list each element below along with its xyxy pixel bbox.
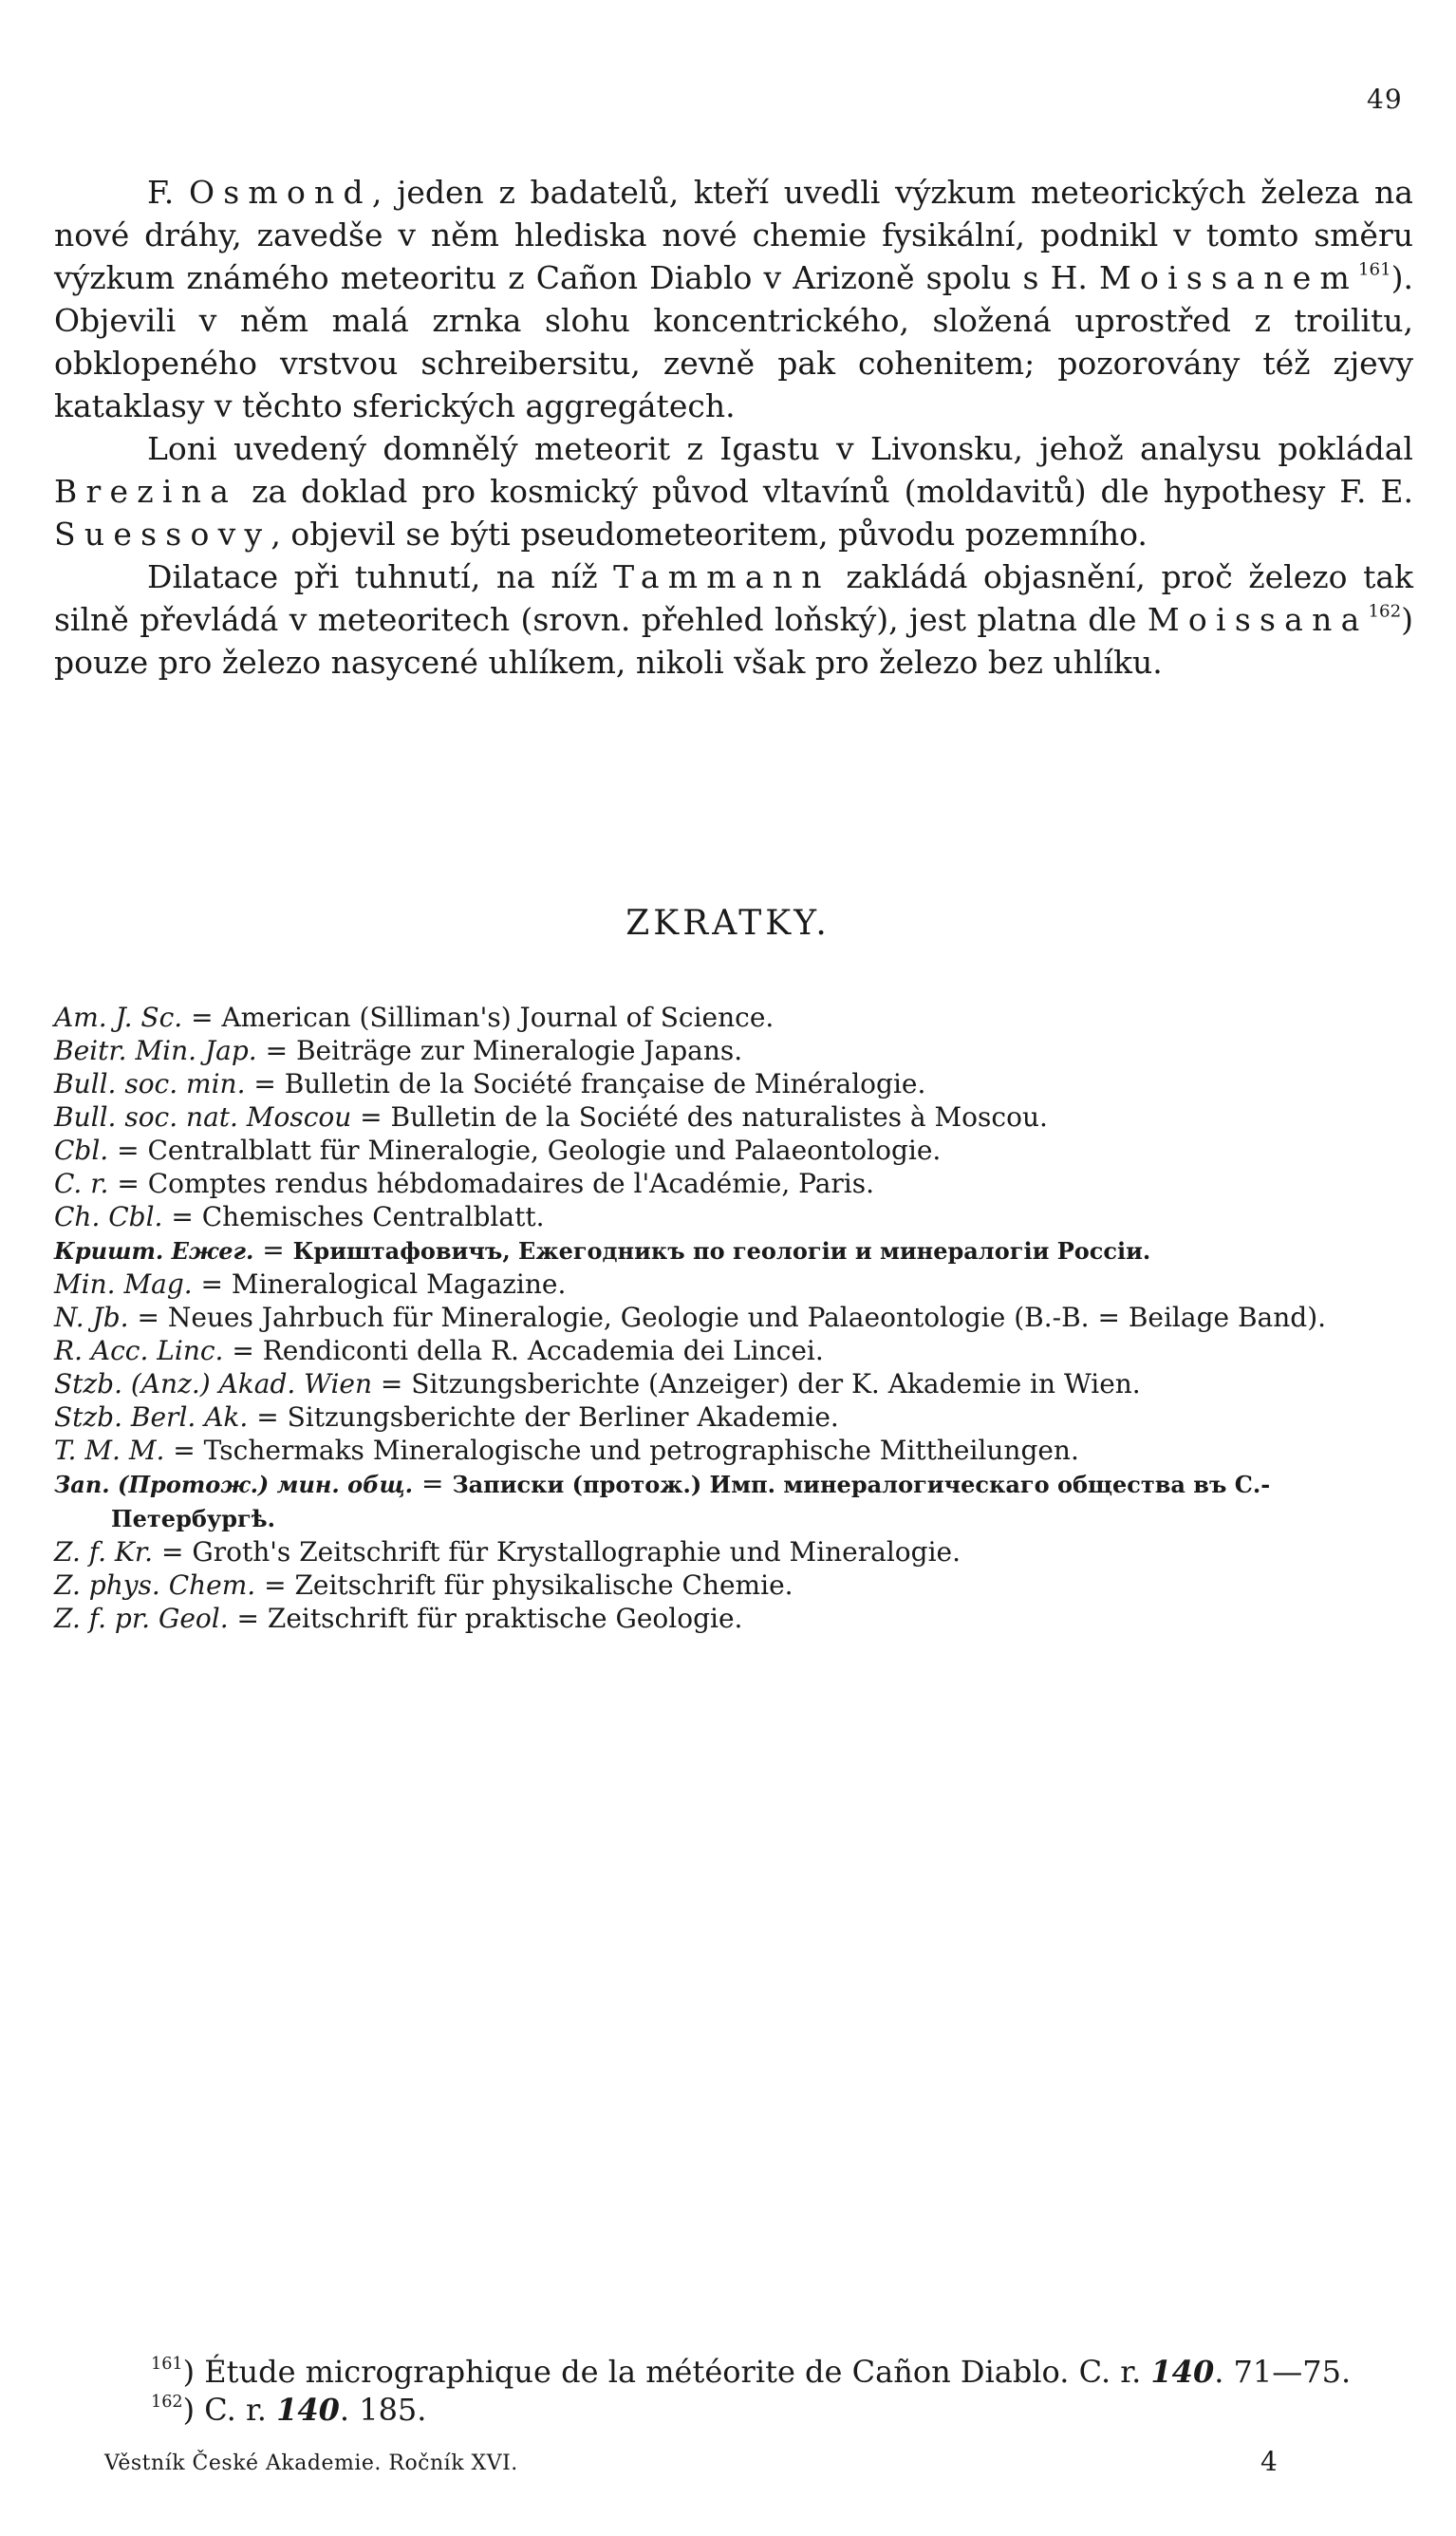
separator: =: [256, 1035, 296, 1066]
abbreviation: Bull. soc. min.: [54, 1068, 246, 1099]
footnote-number: 162: [151, 2392, 183, 2412]
abbreviation: Am. J. Sc.: [54, 1002, 183, 1033]
text-run: ). Objevili v něm malá zrnka slohu koncentrického, složená uprostřed z troilitu, obklopeného vrstvou schreibersitu, zevně pak cohenitem; pozorovány též zjevy kataklasy v těchto sferických aggregátech.: [54, 259, 1413, 424]
separator: =: [153, 1536, 193, 1568]
text-run: za doklad pro kosmický původ vltavínů (moldavitů) dle hypothesy F. E.: [237, 473, 1413, 510]
meaning: Chemisches Centralblatt.: [201, 1201, 545, 1232]
footnote-number: 161: [151, 2354, 183, 2374]
meaning: American (Silliman's) Journal of Science.: [221, 1002, 775, 1033]
meaning: Tschermaks Mineralogische und petrographische Mittheilungen.: [203, 1435, 1079, 1466]
meaning: Comptes rendus hébdomadaires de l'Académie, Paris.: [147, 1168, 875, 1199]
abbreviation-entry: [54, 1535, 1413, 1569]
footnote-ref: 162: [1368, 601, 1402, 622]
footnote: [151, 2391, 1413, 2429]
abbreviation-entry: [54, 1100, 1413, 1134]
abbreviation: Z. f. pr. Geol.: [54, 1603, 229, 1634]
abbreviation-entry: [54, 1134, 1413, 1167]
separator: =: [372, 1368, 412, 1399]
abbreviation-list: [54, 1001, 1413, 1635]
abbreviation-entry: [54, 1001, 1413, 1034]
separator: =: [255, 1569, 295, 1601]
text-run: Loni uvedený domnělý meteorit z Igastu v Livonsku, jehož analysu pokládal: [147, 430, 1413, 467]
meaning: Rendiconti della R. Accademia dei Lincei.: [262, 1335, 824, 1366]
footnotes: [151, 2353, 1413, 2429]
abbreviation-entry: [54, 1067, 1413, 1100]
body-text: [54, 171, 1413, 684]
abbreviation-entry: [54, 1200, 1413, 1233]
abbreviation-entry: [54, 1434, 1413, 1467]
section-heading: ZKRATKY.: [625, 904, 831, 943]
abbreviation: N. Jb.: [54, 1302, 129, 1333]
volume-number: 140: [1150, 2354, 1215, 2390]
separator: =: [108, 1135, 148, 1166]
footnote-text: . 185.: [339, 2392, 427, 2428]
paragraph: [54, 171, 1413, 427]
meaning: Mineralogical Magazine.: [231, 1268, 567, 1300]
abbreviation-entry: [54, 1233, 1413, 1268]
separator: =: [182, 1002, 222, 1033]
meaning: Sitzungsberichte der Berliner Akademie.: [287, 1401, 839, 1433]
abbreviation: Bull. soc. nat. Moscou: [54, 1101, 352, 1133]
author-name: Suessovy: [54, 516, 271, 553]
author-name: Osmond: [188, 174, 372, 211]
meaning: Sitzungsberichte (Anzeiger) der K. Akademie in Wien.: [411, 1368, 1141, 1399]
abbreviation-entry: [54, 1167, 1413, 1200]
separator: =: [108, 1168, 148, 1199]
abbreviation-entry: [54, 1268, 1413, 1301]
meaning: Записки (протож.) Имп. минералогическаго общества въ С.-Петербургѣ.: [111, 1471, 1271, 1532]
meaning: Zeitschrift für physikalische Chemie.: [294, 1569, 793, 1601]
paragraph: [54, 427, 1413, 555]
separator: =: [413, 1468, 453, 1499]
abbreviation: C. r.: [54, 1168, 109, 1199]
separator: =: [223, 1335, 263, 1366]
paragraph: [54, 555, 1413, 684]
abbreviation: Z. f. Kr.: [54, 1536, 154, 1568]
separator: =: [351, 1101, 391, 1133]
meaning: Neues Jahrbuch für Mineralogie, Geologie und Palaeontologie (B.-B. = Beilage Band).: [167, 1302, 1327, 1333]
separator: =: [192, 1268, 232, 1300]
text-run: , objevil se býti pseudometeoritem, původu pozemního.: [271, 516, 1148, 553]
abbreviation-entry: [54, 1301, 1413, 1334]
abbreviation: Кришт. Ежег.: [54, 1237, 254, 1265]
volume-number: 140: [276, 2392, 340, 2428]
author-name: Brezina: [54, 473, 238, 510]
meaning: Bulletin de la Société des naturalistes à Moscou.: [390, 1101, 1048, 1133]
abbreviation-entry: [54, 1602, 1413, 1635]
abbreviation: Beitr. Min. Jap.: [54, 1035, 257, 1066]
footnote-text: . 71—75.: [1214, 2354, 1352, 2390]
meaning: Bulletin de la Société française de Minéralogie.: [284, 1068, 926, 1099]
meaning: Groth's Zeitschrift für Krystallographie und Mineralogie.: [192, 1536, 961, 1568]
footnote-text: ) C. r.: [182, 2392, 277, 2428]
text-run: , jeden z badatelů, kteří uvedli výzkum meteorických železa na nové dráhy, zavedše v něm hlediska nové chemie fysikální, podnikl v tomto směru výzkum známého meteoritu z Cañon Diablo v Arizoně spolu s H.: [54, 174, 1413, 296]
abbreviation-entry: [54, 1569, 1413, 1602]
abbreviation: Stzb. (Anz.) Akad. Wien: [54, 1368, 373, 1399]
footnote-ref: 161: [1358, 259, 1391, 280]
separator: =: [128, 1302, 168, 1333]
abbreviation: Z. phys. Chem.: [54, 1569, 256, 1601]
separator: =: [228, 1603, 268, 1634]
meaning: Centralblatt für Mineralogie, Geologie und Palaeontologie.: [147, 1135, 942, 1166]
text-run: Dilatace při tuhnutí, na níž: [147, 558, 614, 595]
meaning: Beiträge zur Mineralogie Japans.: [295, 1035, 743, 1066]
meaning: Криштафовичъ, Ежегодникъ по геологіи и минералогіи Россіи.: [292, 1237, 1151, 1265]
separator: =: [245, 1068, 285, 1099]
abbreviation-entry: [54, 1467, 1413, 1535]
footnote-text: ) Étude micrographique de la météorite de Cañon Diablo. C. r.: [182, 2354, 1151, 2390]
abbreviation: R. Acc. Linc.: [54, 1335, 224, 1366]
separator: =: [253, 1234, 293, 1266]
page-number: 49: [1367, 84, 1403, 115]
abbreviation: Зап. (Протож.) мин. общ.: [54, 1471, 414, 1498]
abbreviation: T. M. M.: [54, 1435, 165, 1466]
author-name: Tammann: [613, 558, 831, 595]
separator: =: [164, 1435, 204, 1466]
abbreviation: Stzb. Berl. Ak.: [54, 1401, 249, 1433]
abbreviation-entry: [54, 1334, 1413, 1367]
signature-mark: 4: [1260, 2446, 1278, 2477]
text-run: F.: [147, 174, 189, 211]
abbreviation-entry: [54, 1400, 1413, 1434]
author-name: Moissana: [1147, 601, 1369, 638]
abbreviation-entry: [54, 1367, 1413, 1400]
text-run: zakládá objasnění, proč železo tak silně převládá v meteoritech (srovn. přehled loňský), jest platna dle: [54, 558, 1413, 638]
author-name: Moissanem: [1099, 259, 1358, 296]
text-run: ) pouze pro železo nasycené uhlíkem, nikoli však pro železo bez uhlíku.: [54, 601, 1413, 681]
abbreviation-entry: [54, 1034, 1413, 1067]
footnote: [151, 2353, 1413, 2391]
separator: =: [162, 1201, 202, 1232]
separator: =: [248, 1401, 288, 1433]
abbreviation: Cbl.: [54, 1135, 109, 1166]
meaning: Zeitschrift für praktische Geologie.: [267, 1603, 743, 1634]
abbreviation: Ch. Cbl.: [54, 1201, 163, 1232]
journal-footer: Věstník České Akademie. Ročník XVI.: [104, 2451, 518, 2475]
abbreviation: Min. Mag.: [54, 1268, 193, 1300]
